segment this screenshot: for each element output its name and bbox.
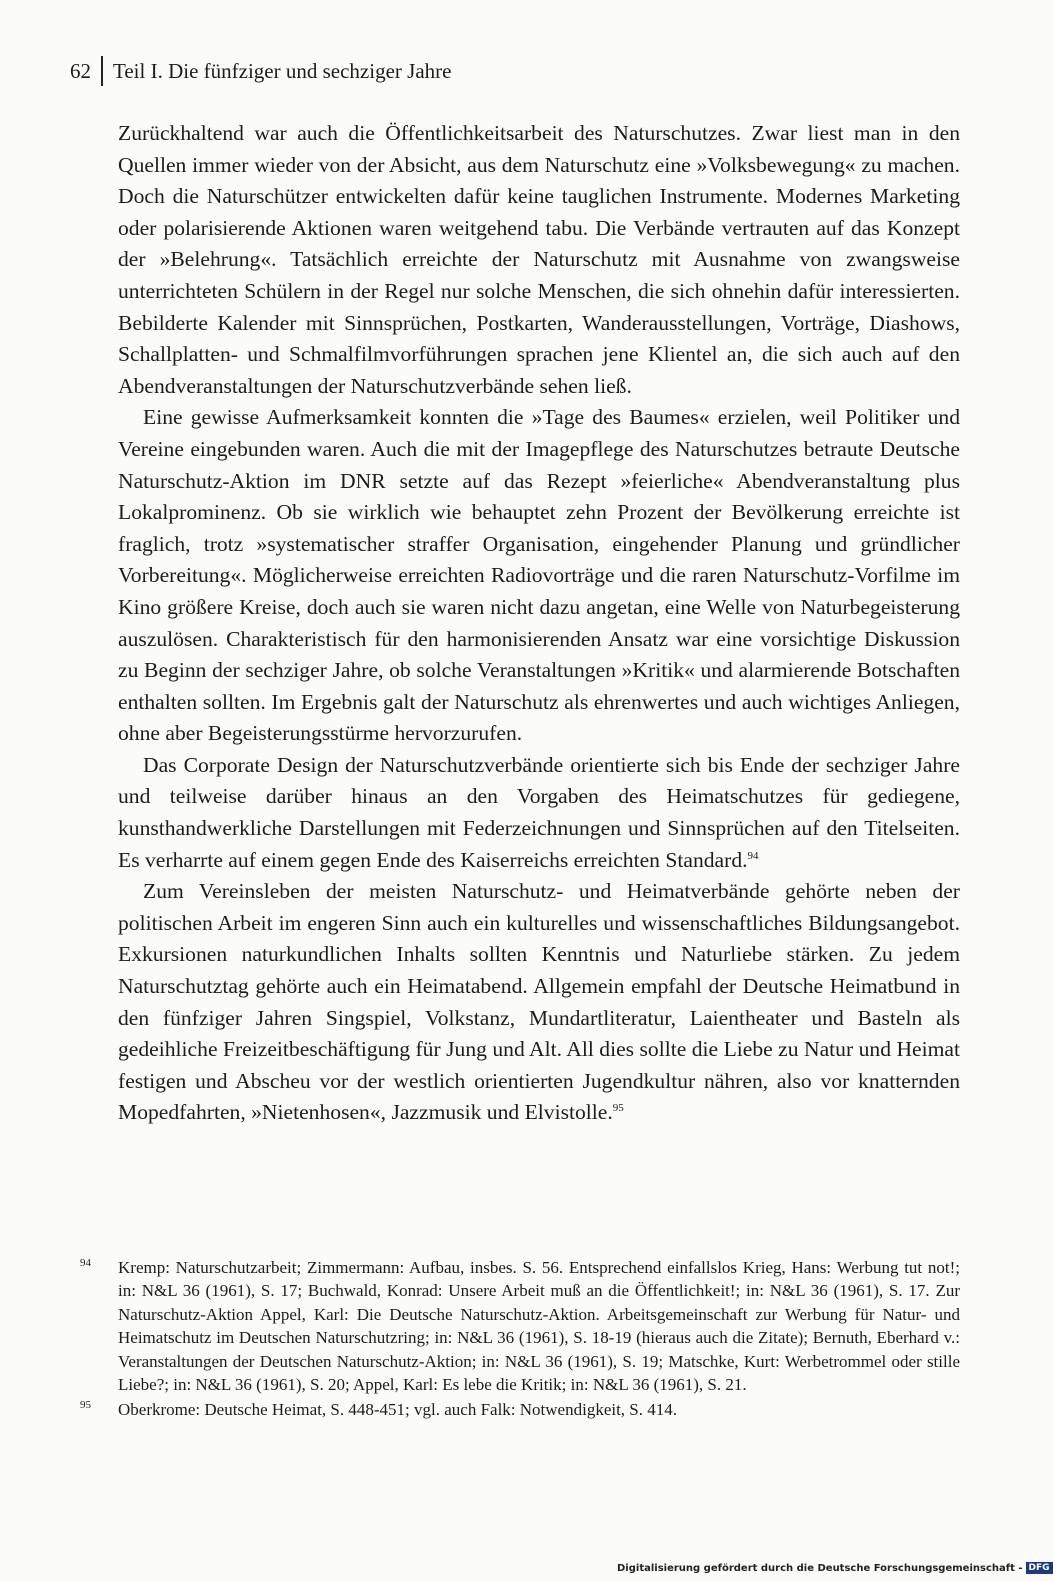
main-text [118,118,960,1129]
dfg-logo: DFG [1026,1562,1053,1574]
header-divider [101,56,103,86]
paragraph-4 [118,876,960,1129]
footnote-text: Oberkrome: Deutsche Heimat, S. 448-451; vgl. auch Falk: Notwendigkeit, S. 414. [118,1400,678,1420]
paragraph-1: Zurückhaltend war auch die Öffentlichkeitsarbeit des Naturschutzes. Zwar liest man in den Quellen immer wieder von der Absicht, aus dem Naturschutz eine »Volksbewegung« zu machen. Doch die Naturschützer entwickelten dafür keine tauglichen Instrumente. Modernes Marketing oder polarisierende Aktionen waren weitgehend tabu. Die Verbände vertrauten auf das Konzept der »Belehrung«. Tatsächlich erreichte der Naturschutz mit Ausnahme von zwangsweise unterrichteten Schülern in der Regel nur solche Menschen, die sich ohnehin dafür interessierten. Bebilderte Kalender mit Sinnsprüchen, Postkarten, Wanderausstellungen, Vorträge, Diashows, Schallplatten- und Schmalfilmvorführungen sprachen jene Klientel an, die sich auch auf den Abendveranstaltungen der Naturschutzverbände sehen ließ. [118,121,960,398]
footnote-94 [80,1256,960,1396]
footnote-95 [80,1398,960,1421]
running-header [70,56,451,86]
running-title: Teil I. Die fünfziger und sechziger Jahre [113,58,452,83]
footnote-number: 95 [80,1399,91,1412]
credit-text: Digitalisierung gefördert durch die Deutsche Forschungsgemeinschaft - [617,1562,1023,1574]
footnote-number: 94 [80,1257,91,1269]
paragraph-3 [118,750,960,876]
paragraph-2: Eine gewisse Aufmerksamkeit konnten die »Tage des Baumes« erzielen, weil Politiker und Vereine eingebunden waren. Auch die mit der Imagepflege des Naturschutzes betraute Deutsche Naturschutz-Aktion im DNR setzte auf das Rezept »feierliche« Abendveranstaltung plus Lokalprominenz. Ob sie wirklich wie behauptet zehn Prozent der Bevölkerung erreichte ist fraglich, trotz »systematischer straffer Organisation, eingehender Planung und gründlicher Vorbereitung«. Möglicherweise erreichten Radiovorträge und die raren Naturschutz-Vorfilme im Kino größere Kreise, doch auch sie waren nicht dazu angetan, eine Welle von Naturbegeisterung auszulösen. Charakteristisch für den harmonisierenden Ansatz war eine vorsichtige Diskussion zu Beginn der sechziger Jahre, ob solche Veranstaltungen »Kritik« und alarmierende Botschaften enthalten sollten. Im Ergebnis galt der Naturschutz als ehrenwertes und auch wichtiges Anliegen, ohne aber Begeisterungsstürme hervorzurufen. [118,405,960,746]
digitization-credit [617,1562,1053,1574]
footnote-ref-94[interactable]: 94 [747,849,759,862]
footnote-ref-95[interactable]: 95 [612,1102,624,1115]
paragraph-3-text: Das Corporate Design der Naturschutzverbände orientierte sich bis Ende der sechziger Jahre und teilweise darüber hinaus an den Vorgaben des Heimatschutzes für gediegene, kunsthandwerkliche Darstellungen mit Federzeichnungen und Sinnsprüchen auf den Titelseiten. Es verharrte auf einem gegen Ende des Kaiserreichs erreichten Standard. [118,752,960,872]
page-number: 62 [70,58,91,83]
paragraph-4-text: Zum Vereinsleben der meisten Naturschutz- und Heimatverbände gehörte neben der politischen Arbeit im engeren Sinn auch ein kulturelles und wissenschaftliches Bildungsangebot. Exkursionen naturkundlichen Inhalts sollten Kenntnis und Naturliebe stärken. Zu jedem Naturschutztag gehörte auch ein Heimatabend. Allgemein empfahl der Deutsche Heimatbund in den fünfziger Jahren Singspiel, Volkstanz, Mundartliteratur, Laientheater und Basteln als gedeihliche Freizeitbeschäftigung für Jung und Alt. All dies sollte die Liebe zu Natur und Heimat festigen und Abscheu vor der westlich orientierten Jugendkultur nähren, also vor knatternden Mopedfahrten, »Nietenhosen«, Jazzmusik und Elvistolle. [118,879,960,1125]
footnotes [80,1256,960,1422]
footnote-text: Kremp: Naturschutzarbeit; Zimmermann: Aufbau, insbes. S. 56. Entsprechend einfallslos Krieg, Hans: Werbung tut not!; in: N&L 36 (1961), S. 17; Buchwald, Konrad: Unsere Arbeit muß an die Öffentlichkeit!; in: N&L 36 (1961), S. 17. Zur Naturschutz-Aktion Appel, Karl: Die Deutsche Naturschutz-Aktion. Arbeitsgemeinschaft zur Werbung für Natur- und Heimatschutz im Deutschen Naturschutzring; in: N&L 36 (1961), S. 18-19 (hieraus auch die Zitate); Bernuth, Eberhard v.: Veranstaltungen der Deutschen Naturschutz-Aktion; in: N&L 36 (1961), S. 19; Matschke, Kurt: Werbetrommel oder stille Liebe?; in: N&L 36 (1961), S. 20; Appel, Karl: Es lebe die Kritik; in: N&L 36 (1961), S. 21. [118,1258,960,1395]
